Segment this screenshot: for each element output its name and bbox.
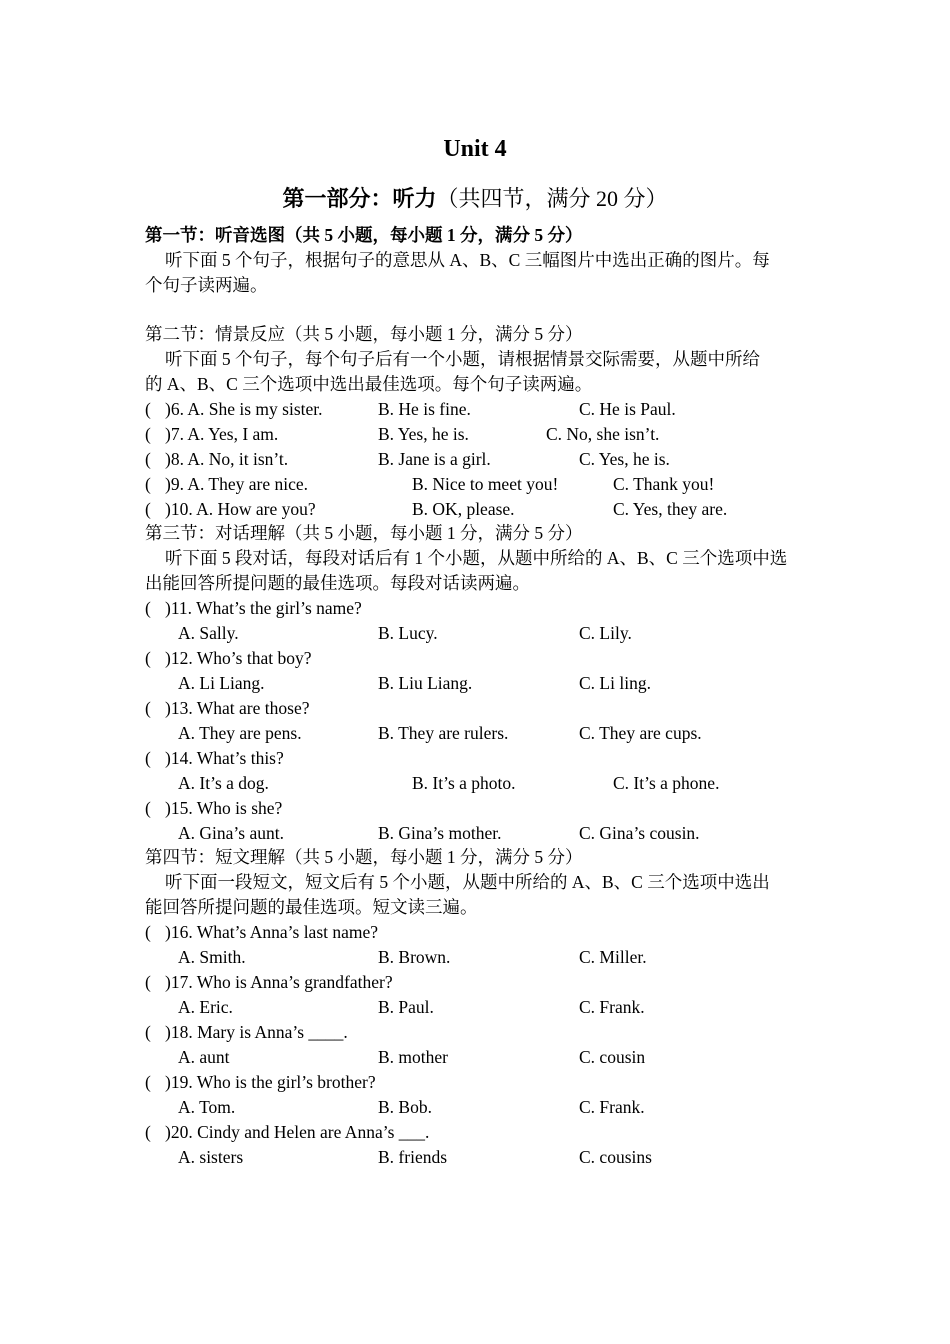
question-stem: )19. Who is the girl’s brother?: [165, 1072, 376, 1092]
question-14: [145, 746, 825, 771]
section2-instruction-line2: 的 A、B、C 三个选项中选出最佳选项。每个句子读两遍。: [145, 374, 593, 394]
option-b: B. Brown.: [378, 947, 451, 967]
option-b: B. Yes, he is.: [378, 424, 469, 444]
section4-heading: 第四节：短文理解（共 5 小题，每小题 1 分，满分 5 分）: [145, 847, 583, 867]
section1-heading: 第一节：听音选图（共 5 小题，每小题 1 分，满分 5 分）: [145, 225, 583, 245]
option-a: A. Smith.: [178, 947, 246, 967]
question-11: [145, 596, 825, 621]
question-stem: )20. Cindy and Helen are Anna’s ___.: [165, 1122, 430, 1142]
answer-blank[interactable]: (: [145, 1072, 151, 1092]
answer-blank[interactable]: (: [145, 1122, 151, 1142]
option-c: C. No, she isn’t.: [546, 424, 660, 444]
answer-blank[interactable]: (: [145, 474, 151, 494]
option-c: C. Yes, they are.: [613, 499, 728, 519]
option-b: B. Jane is a girl.: [378, 449, 491, 469]
question-18-options: [145, 1045, 825, 1070]
option-c: C. Miller.: [579, 947, 647, 967]
question-stem: )13. What are those?: [165, 698, 310, 718]
option-b: B. He is fine.: [378, 399, 471, 419]
question-17: [145, 970, 825, 995]
option-b: B. friends: [378, 1147, 448, 1167]
option-a: A. Eric.: [178, 997, 233, 1017]
answer-blank[interactable]: (: [145, 922, 151, 942]
section3-instruction-line1: 听下面 5 段对话，每段对话后有 1 个小题，从题中所给的 A、B、C 三个选项中选: [165, 548, 788, 568]
option-c: C. cousins: [579, 1147, 652, 1167]
question-12: [145, 646, 825, 671]
option-c: C. Thank you!: [613, 474, 715, 494]
question-12-options: [145, 671, 825, 696]
option-c: C. cousin: [579, 1047, 646, 1067]
section3-heading: 第三节：对话理解（共 5 小题，每小题 1 分，满分 5 分）: [145, 523, 583, 543]
option-b: B. Paul.: [378, 997, 434, 1017]
option-a: A. Li Liang.: [178, 673, 265, 693]
part-heading-detail: （共四节，满分 20 分）: [436, 186, 668, 211]
option-b: B. Nice to meet you!: [412, 474, 559, 494]
question-19: [145, 1070, 825, 1095]
option-a: A. They are pens.: [178, 723, 302, 743]
question-stem: )7. A. Yes, I am.: [165, 424, 279, 444]
section3-instruction-line2: 出能回答所提问题的最佳选项。每段对话读两遍。: [145, 573, 530, 593]
option-a: A. Gina’s aunt.: [178, 823, 284, 843]
question-stem: )17. Who is Anna’s grandfather?: [165, 972, 393, 992]
question-stem: )11. What’s the girl’s name?: [165, 598, 362, 618]
question-6: [145, 397, 825, 422]
question-stem: )16. What’s Anna’s last name?: [165, 922, 379, 942]
option-c: C. Gina’s cousin.: [579, 823, 700, 843]
question-11-options: [145, 621, 825, 646]
question-stem: )18. Mary is Anna’s ____.: [165, 1022, 348, 1042]
answer-blank[interactable]: (: [145, 499, 151, 519]
question-15-options: [145, 821, 825, 846]
question-stem: )12. Who’s that boy?: [165, 648, 312, 668]
question-16-options: [145, 945, 825, 970]
option-a: A. Tom.: [178, 1097, 236, 1117]
option-c: C. Lily.: [579, 623, 632, 643]
question-stem: )8. A. No, it isn’t.: [165, 449, 289, 469]
question-18: [145, 1020, 825, 1045]
option-b: B. Gina’s mother.: [378, 823, 502, 843]
question-16: [145, 920, 825, 945]
option-b: B. Liu Liang.: [378, 673, 473, 693]
option-a: A. Sally.: [178, 623, 239, 643]
option-c: C. They are cups.: [579, 723, 702, 743]
section2-heading: 第二节：情景反应（共 5 小题，每小题 1 分，满分 5 分）: [145, 324, 583, 344]
option-b: B. They are rulers.: [378, 723, 509, 743]
question-13-options: [145, 721, 825, 746]
option-b: B. OK, please.: [412, 499, 515, 519]
answer-blank[interactable]: (: [145, 698, 151, 718]
question-stem: )15. Who is she?: [165, 798, 283, 818]
section2-instruction-line1: 听下面 5 个句子，每个句子后有一个小题，请根据情景交际需要，从题中所给: [165, 349, 760, 369]
question-stem: )10. A. How are you?: [165, 499, 316, 519]
section1-instruction-line1: 听下面 5 个句子，根据句子的意思从 A、B、C 三幅图片中选出正确的图片。每: [165, 250, 770, 270]
part-heading: [0, 184, 950, 214]
option-c: C. Frank.: [579, 1097, 645, 1117]
answer-blank[interactable]: (: [145, 972, 151, 992]
question-7: [145, 422, 825, 447]
option-a: A. It’s a dog.: [178, 773, 269, 793]
option-c: C. Yes, he is.: [579, 449, 670, 469]
question-20: [145, 1120, 825, 1145]
question-14-options: [145, 771, 825, 796]
answer-blank[interactable]: (: [145, 798, 151, 818]
answer-blank[interactable]: (: [145, 598, 151, 618]
option-c: C. He is Paul.: [579, 399, 676, 419]
question-10: [145, 497, 825, 522]
question-20-options: [145, 1145, 825, 1170]
question-stem: )6. A. She is my sister.: [165, 399, 323, 419]
option-b: B. Lucy.: [378, 623, 438, 643]
answer-blank[interactable]: (: [145, 648, 151, 668]
question-13: [145, 696, 825, 721]
question-9: [145, 472, 825, 497]
answer-blank[interactable]: (: [145, 1022, 151, 1042]
unit-title: Unit 4: [443, 136, 507, 162]
option-c: C. It’s a phone.: [613, 773, 720, 793]
option-b: B. It’s a photo.: [412, 773, 516, 793]
answer-blank[interactable]: (: [145, 424, 151, 444]
option-c: C. Li ling.: [579, 673, 651, 693]
question-15: [145, 796, 825, 821]
option-a: A. sisters: [178, 1147, 244, 1167]
answer-blank[interactable]: (: [145, 399, 151, 419]
question-17-options: [145, 995, 825, 1020]
option-b: B. mother: [378, 1047, 448, 1067]
option-a: A. aunt: [178, 1047, 230, 1067]
section4-instruction-line2: 能回答所提问题的最佳选项。短文读三遍。: [145, 897, 478, 917]
option-b: B. Bob.: [378, 1097, 432, 1117]
answer-blank[interactable]: (: [145, 449, 151, 469]
answer-blank[interactable]: (: [145, 748, 151, 768]
question-stem: )14. What’s this?: [165, 748, 284, 768]
section1-instruction-line2: 个句子读两遍。: [145, 275, 268, 295]
part-heading-main: 第一部分：听力: [282, 186, 437, 211]
question-stem: )9. A. They are nice.: [165, 474, 309, 494]
option-c: C. Frank.: [579, 997, 645, 1017]
section4-instruction-line1: 听下面一段短文，短文后有 5 个小题，从题中所给的 A、B、C 三个选项中选出: [165, 872, 770, 892]
question-19-options: [145, 1095, 825, 1120]
question-8: [145, 447, 825, 472]
